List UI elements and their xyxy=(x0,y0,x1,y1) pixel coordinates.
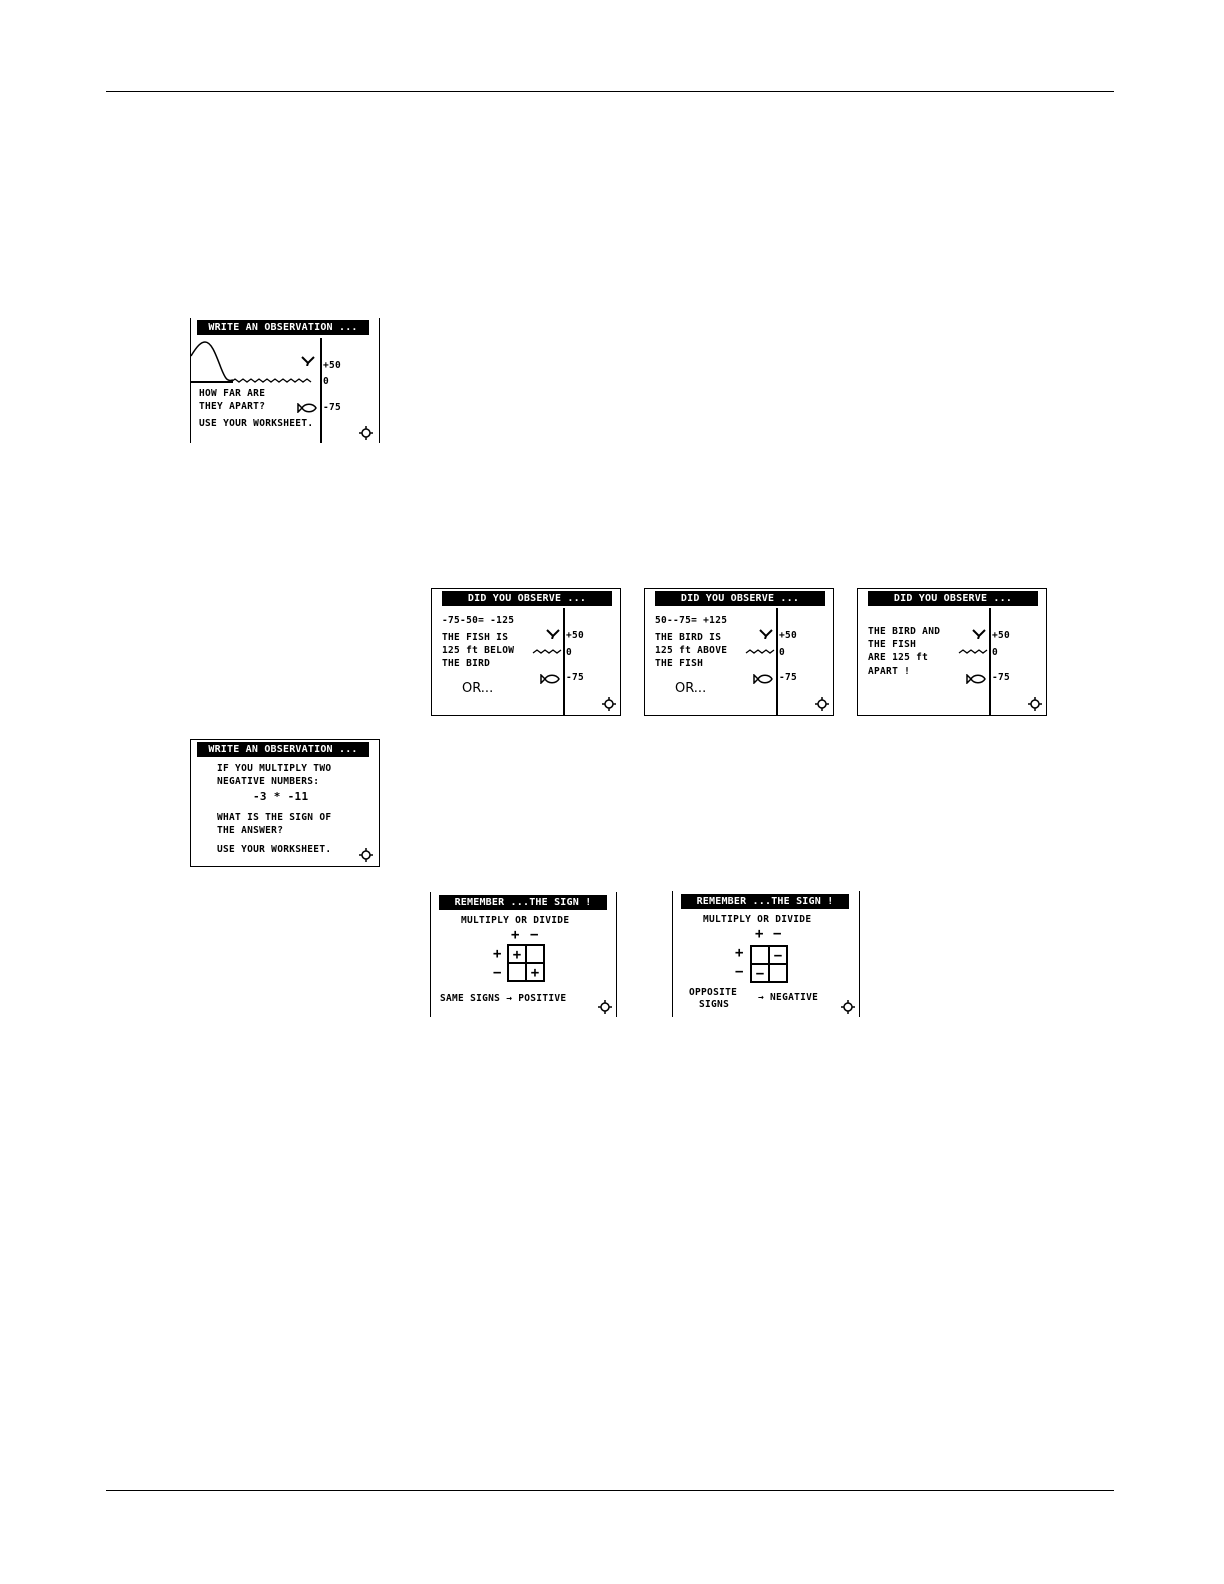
y-axis xyxy=(989,608,991,715)
statement-line-1: THE BIRD IS xyxy=(655,632,722,643)
column-minus-header: − xyxy=(773,926,782,942)
water-surface-icon xyxy=(532,647,566,657)
column-plus-header: + xyxy=(511,927,520,943)
water-surface-icon xyxy=(745,647,779,657)
calculator-screen-3 xyxy=(644,588,834,716)
row-minus-header: − xyxy=(735,964,744,980)
subtitle: MULTIPLY OR DIVIDE xyxy=(703,914,812,925)
y-label-bottom: -75 xyxy=(323,402,342,413)
calculator-screen-6 xyxy=(430,892,617,1017)
y-label-top: +50 xyxy=(566,630,585,641)
row-minus-header: − xyxy=(493,965,502,981)
calculator-screen-5 xyxy=(190,739,380,867)
question-line-2: NEGATIVE NUMBERS: xyxy=(217,776,320,787)
question-line-3: WHAT IS THE SIGN OF xyxy=(217,812,332,823)
rule-footer-line-2: SIGNS xyxy=(699,999,730,1010)
calculator-screen-4 xyxy=(857,588,1047,716)
screen-title: REMEMBER ...THE SIGN ! xyxy=(439,895,607,910)
statement-line-4: APART ! xyxy=(868,666,911,677)
fish-icon xyxy=(966,674,986,684)
y-label-zero: 0 xyxy=(566,647,573,658)
cell-plus-plus: + xyxy=(512,947,522,963)
instruction-line: USE YOUR WORKSHEET. xyxy=(199,418,314,429)
bottom-rule xyxy=(106,1490,1114,1491)
question-line-4: THE ANSWER? xyxy=(217,825,284,836)
fish-icon xyxy=(753,674,773,684)
y-label-zero: 0 xyxy=(323,376,330,387)
column-plus-header: + xyxy=(755,926,764,942)
row-plus-header: + xyxy=(735,945,744,961)
rule-footer: SAME SIGNS → POSITIVE xyxy=(440,993,567,1004)
y-label-bottom: -75 xyxy=(779,672,798,683)
y-label-bottom: -75 xyxy=(992,672,1011,683)
bird-icon xyxy=(301,356,315,366)
screen-title: DID YOU OBSERVE ... xyxy=(868,591,1038,606)
cursor-target-icon xyxy=(598,1000,612,1014)
bird-icon xyxy=(546,629,560,639)
water-surface-icon xyxy=(229,376,319,386)
statement-line-3: ARE 125 ft xyxy=(868,652,929,663)
screen-title: WRITE AN OBSERVATION ... xyxy=(197,742,369,757)
question-line-2: THEY APART? xyxy=(199,401,266,412)
rule-footer-line-1: OPPOSITE xyxy=(689,987,738,998)
statement-line-3: THE BIRD xyxy=(442,658,491,669)
cursor-target-icon xyxy=(359,426,373,440)
column-minus-header: − xyxy=(530,927,539,943)
y-label-zero: 0 xyxy=(992,647,999,658)
statement-line-3: THE FISH xyxy=(655,658,704,669)
statement-line-2: THE FISH xyxy=(868,639,917,650)
cursor-target-icon xyxy=(815,697,829,711)
bird-icon xyxy=(759,629,773,639)
water-surface-icon xyxy=(958,647,992,657)
y-axis xyxy=(320,338,322,443)
y-label-top: +50 xyxy=(992,630,1011,641)
y-label-top: +50 xyxy=(779,630,798,641)
subtitle: MULTIPLY OR DIVIDE xyxy=(461,915,570,926)
or-label: OR... xyxy=(462,681,494,696)
cell-minus-plus: − xyxy=(755,966,765,982)
instruction-line: USE YOUR WORKSHEET. xyxy=(217,844,332,855)
screen-title: REMEMBER ...THE SIGN ! xyxy=(681,894,849,909)
y-label-top: +50 xyxy=(323,360,342,371)
row-plus-header: + xyxy=(493,946,502,962)
y-axis xyxy=(776,608,778,715)
calculator-screen-2 xyxy=(431,588,621,716)
calculator-screen-1 xyxy=(190,318,380,443)
y-label-bottom: -75 xyxy=(566,672,585,683)
cell-plus-minus: − xyxy=(773,948,783,964)
cursor-target-icon xyxy=(841,1000,855,1014)
y-label-zero: 0 xyxy=(779,647,786,658)
cursor-target-icon xyxy=(1028,697,1042,711)
calculator-screen-7 xyxy=(672,891,860,1017)
statement-line-2: 125 ft BELOW xyxy=(442,645,515,656)
expression: -3 * -11 xyxy=(253,790,309,803)
y-axis xyxy=(563,608,565,715)
or-label: OR... xyxy=(675,681,707,696)
question-line-1: HOW FAR ARE xyxy=(199,388,266,399)
statement-line-2: 125 ft ABOVE xyxy=(655,645,728,656)
equation: 50--75= +125 xyxy=(655,615,728,626)
screen-title: DID YOU OBSERVE ... xyxy=(442,591,612,606)
fish-icon xyxy=(297,403,317,413)
screen-title: DID YOU OBSERVE ... xyxy=(655,591,825,606)
bird-icon xyxy=(972,629,986,639)
question-line-1: IF YOU MULTIPLY TWO xyxy=(217,763,332,774)
cursor-target-icon xyxy=(359,848,373,862)
statement-line-1: THE BIRD AND xyxy=(868,626,941,637)
cursor-target-icon xyxy=(602,697,616,711)
screen-title: WRITE AN OBSERVATION ... xyxy=(197,320,369,335)
rule-footer-result: → NEGATIVE xyxy=(758,992,819,1003)
cell-minus-minus: + xyxy=(530,965,540,981)
fish-icon xyxy=(540,674,560,684)
top-rule xyxy=(106,91,1114,92)
equation: -75-50= -125 xyxy=(442,615,515,626)
statement-line-1: THE FISH IS xyxy=(442,632,509,643)
